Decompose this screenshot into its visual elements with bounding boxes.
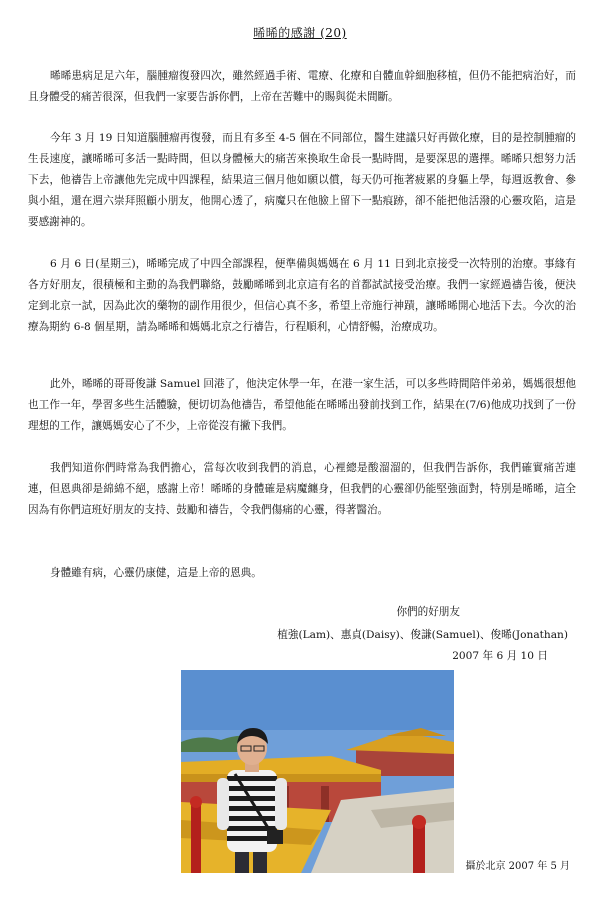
paragraph-6: 身體雖有病，心靈仍康健，這是上帝的恩典。	[50, 567, 262, 579]
signature-from: 你們的好朋友	[396, 606, 460, 618]
paragraph-2: 今年 3 月 19 日知道腦腫瘤再復發，而且有多至 4-5 個在不同部位，醫生建議只好再做化療，目的是控制腫瘤的生長速度，讓晞晞可多活一點時間，但以身體極大的痛苦來換取生命長一點時間，是要深思的選擇。晞晞只想努力活下去，他禱告上帝讓他先完成中四課程，結果這三個月他如願以償，每天仍可拖著疲累的身軀上學，每週返教會、參與小組，還在週六崇拜照顧小朋友，他開心透了，病魔只在他臉上留下一點痕跡，卻不能把他活潑的心靈攻陷，這是要感謝神的。	[28, 132, 576, 228]
paragraph-3: 6 月 6 日(星期三)，晞晞完成了中四全部課程，便準備與媽媽在 6 月 11 日到北京接受一次特別的治療。事緣有各方好朋友，很積極和主動的為我們聯絡，鼓勵晞晞到北京這有名的首都試試接受治療。我們一家經過禱告後，便決定到北京一試，因為此次的藥物的副作用很少，但信心真不多，希望上帝施行神蹟，讓晞晞開心地活下去。今次的治療為期約 6-8 個星期，請為晞晞和媽媽北京之行禱告，行程順利，心情舒暢，治療成功。	[28, 258, 576, 333]
photo-illustration	[181, 670, 454, 873]
paragraph-1: 晞晞患病足足六年，腦腫瘤復發四次，雖然經過手術、電療、化療和自體血幹細胞移植，但仍不能把病治好，而且身體受的痛苦很深，但我們一家要告訴你們，上帝在苦難中的賜與從未間斷。	[28, 70, 576, 103]
photo-forbidden-city	[181, 670, 454, 873]
paragraph-4: 此外，晞晞的哥哥俊謙 Samuel 回港了，他決定休學一年，在港一家生活，可以多些時間陪伴弟弟，媽媽很想他也工作一年，學習多些生活體驗，便切切為他禱告，希望他能在晞晞出發前找到工作，結果在(7/6)他成功找到了一份理想的工作，讓媽媽安心了不少，上帝從沒有撇下我們。	[28, 378, 576, 432]
photo-caption: 攝於北京 2007 年 5 月	[465, 861, 570, 872]
paragraph-5: 我們知道你們時常為我們擔心，當每次收到我們的消息，心裡總是酸溜溜的，但我們告訴你，我們確實痛苦連連，但恩典卻是綿綿不絕，感謝上帝！晞晞的身體確是病魔纏身，但我們的心靈卻仍能堅強面對，特別是晞晞，這全因為有你們這班好朋友的支持、鼓勵和禱告，令我們傷痛的心靈，得著醫治。	[28, 462, 576, 516]
signature-names: 植強(Lam)、惠貞(Daisy)、俊謙(Samuel)、俊晞(Jonathan)	[277, 629, 568, 641]
signature-date: 2007 年 6 月 10 日	[452, 650, 548, 662]
page-title: 晞晞的感謝 (20)	[253, 26, 347, 40]
